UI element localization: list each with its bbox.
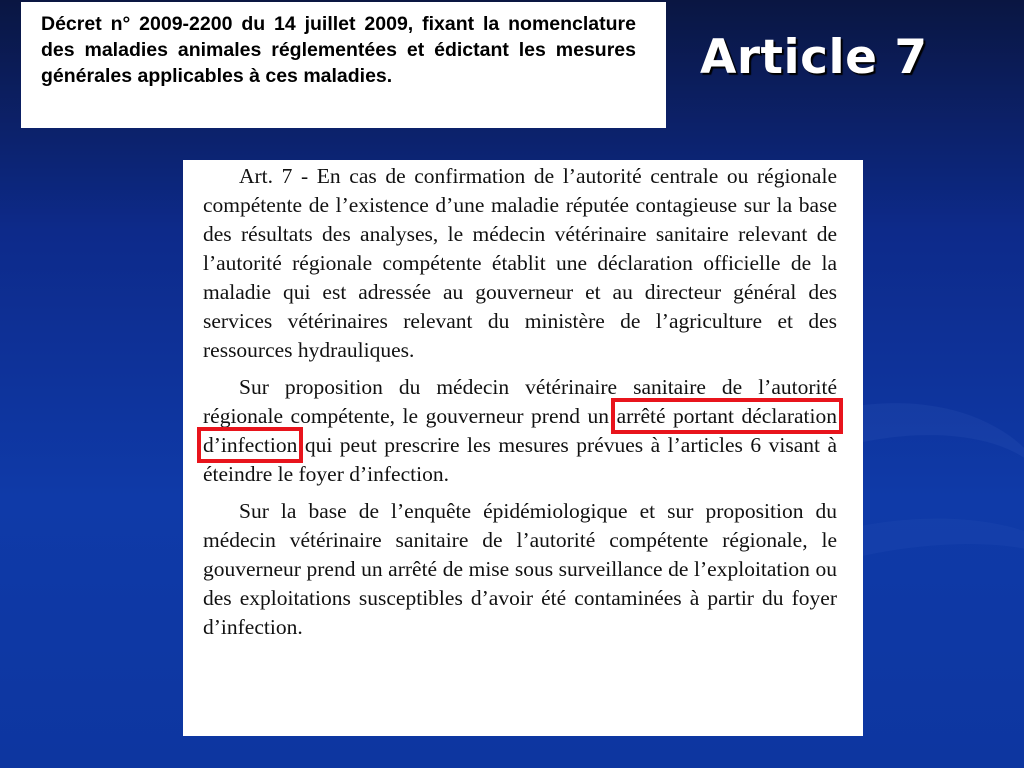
decree-reference-box: [21, 2, 666, 128]
slide-title: Article 7: [700, 30, 928, 85]
article-excerpt: [183, 160, 863, 736]
paragraph-2-before: Sur proposition du médecin vétérinaire sanitaire de l’autorité régionale compétente, le gouverneur prend un: [203, 375, 837, 428]
article-paragraph-2: [203, 373, 837, 489]
decree-reference-text: Décret n° 2009-2200 du 14 juillet 2009, fixant la nomenclature des maladies animales réglementées et édictant les mesures générales applicables à ces maladies.: [41, 13, 636, 87]
article-paragraph-1: Art. 7 - En cas de confirmation de l’autorité centrale ou régionale compétente de l’existence d’une maladie réputée contagieuse sur la base des résultats des analyses, le médecin vétérinaire sanitaire relevant de l’autorité régionale compétente établit une déclaration officielle de la maladie qui est adressée au gouverneur et au directeur général des services vétérinaires relevant du ministère de l’agriculture et des ressources hydrauliques.: [203, 164, 837, 362]
highlighted-phrase: arrêté portant déclaration d’infection: [203, 404, 838, 457]
paragraph-2-after: qui peut prescrire les mesures prévues à l’articles 6 visant à éteindre le foyer d’infection.: [203, 433, 837, 486]
article-paragraph-3: Sur la base de l’enquête épidémiologique et sur proposition du médecin vétérinaire sanitaire de l’autorité compétente régionale, le gouverneur prend un arrêté de mise sous surveillance de l’exploitation ou des exploitations susceptibles d’avoir été contaminées à partir du foyer d’infection.: [203, 499, 837, 639]
